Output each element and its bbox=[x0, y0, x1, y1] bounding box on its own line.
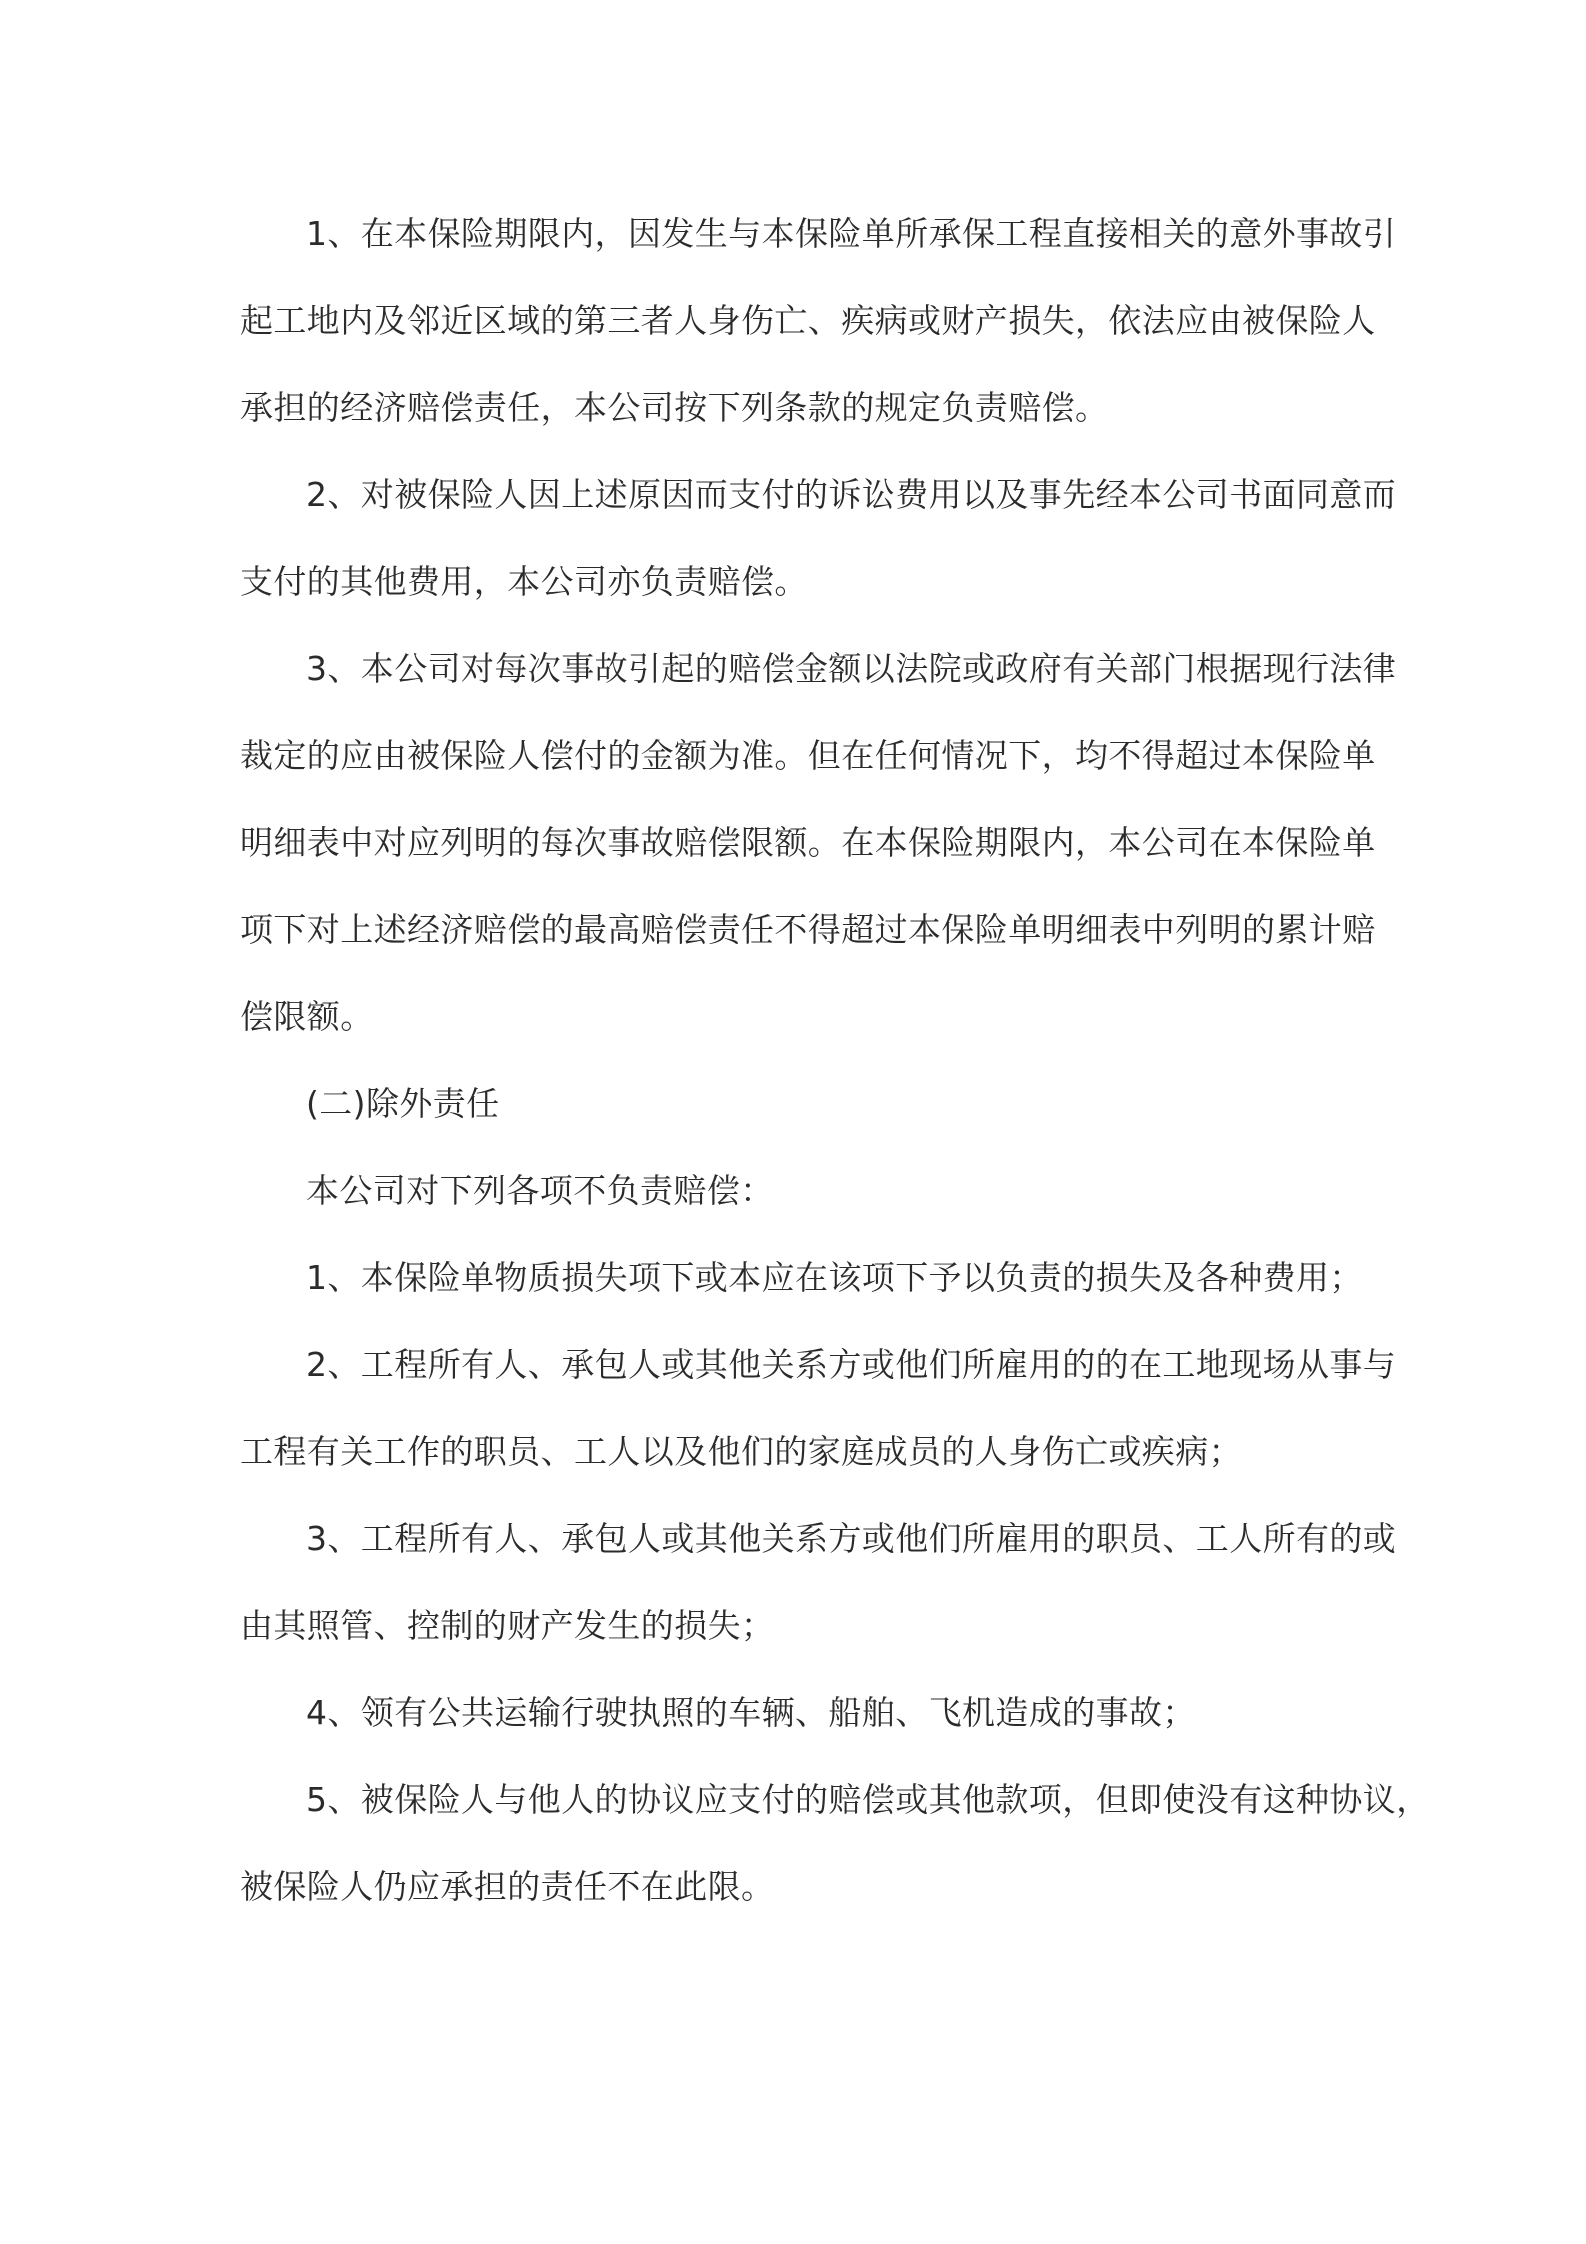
text-line: 本公司对下列各项不负责赔偿： bbox=[306, 1171, 774, 1210]
paragraph-liability-1 bbox=[240, 190, 1397, 451]
paragraph-exclusions-intro bbox=[240, 1147, 1355, 1234]
text-line: 5、被保险人与他人的协议应支付的赔偿或其他款项，但即使没有这种协议， bbox=[306, 1780, 1430, 1819]
document-body bbox=[240, 190, 1430, 1930]
text-line: 明细表中对应列明的每次事故赔偿限额。在本保险期限内，本公司在本保险单 bbox=[240, 823, 1376, 862]
text-line: 4、领有公共运输行驶执照的车辆、船舶、飞机造成的事故； bbox=[306, 1693, 1196, 1732]
text-line: 裁定的应由被保险人偿付的金额为准。但在任何情况下，均不得超过本保险单 bbox=[240, 736, 1376, 775]
text-line: 偿限额。 bbox=[240, 997, 374, 1036]
paragraph-exclusion-5 bbox=[240, 1756, 1430, 1930]
section-heading-exclusions bbox=[240, 1060, 1355, 1147]
text-line: 3、本公司对每次事故引起的赔偿金额以法院或政府有关部门根据现行法律 bbox=[306, 649, 1397, 688]
paragraph-exclusion-4 bbox=[240, 1669, 1355, 1756]
paragraph-liability-2 bbox=[240, 451, 1397, 625]
text-line: 3、工程所有人、承包人或其他关系方或他们所雇用的职员、工人所有的或 bbox=[306, 1519, 1397, 1558]
text-line: 项下对上述经济赔偿的最高赔偿责任不得超过本保险单明细表中列明的累计赔 bbox=[240, 910, 1376, 949]
text-line: 被保险人仍应承担的责任不在此限。 bbox=[240, 1867, 775, 1906]
text-line: 工程有关工作的职员、工人以及他们的家庭成员的人身伤亡或疾病； bbox=[240, 1432, 1242, 1471]
text-line: 2、工程所有人、承包人或其他关系方或他们所雇用的的在工地现场从事与 bbox=[306, 1345, 1397, 1384]
section-heading: (二)除外责任 bbox=[306, 1084, 500, 1123]
paragraph-exclusion-2 bbox=[240, 1321, 1397, 1495]
text-line: 起工地内及邻近区域的第三者人身伤亡、疾病或财产损失，依法应由被保险人 bbox=[240, 301, 1376, 340]
paragraph-exclusion-3 bbox=[240, 1495, 1397, 1669]
text-line: 由其照管、控制的财产发生的损失； bbox=[240, 1606, 775, 1645]
paragraph-liability-3 bbox=[240, 625, 1397, 1060]
text-line: 1、本保险单物质损失项下或本应在该项下予以负责的损失及各种费用； bbox=[306, 1258, 1363, 1297]
text-line: 支付的其他费用，本公司亦负责赔偿。 bbox=[240, 562, 808, 601]
paragraph-exclusion-1 bbox=[240, 1234, 1363, 1321]
text-line: 承担的经济赔偿责任，本公司按下列条款的规定负责赔偿。 bbox=[240, 388, 1109, 427]
text-line: 1、在本保险期限内，因发生与本保险单所承保工程直接相关的意外事故引 bbox=[306, 214, 1397, 253]
text-line: 2、对被保险人因上述原因而支付的诉讼费用以及事先经本公司书面同意而 bbox=[306, 475, 1397, 514]
